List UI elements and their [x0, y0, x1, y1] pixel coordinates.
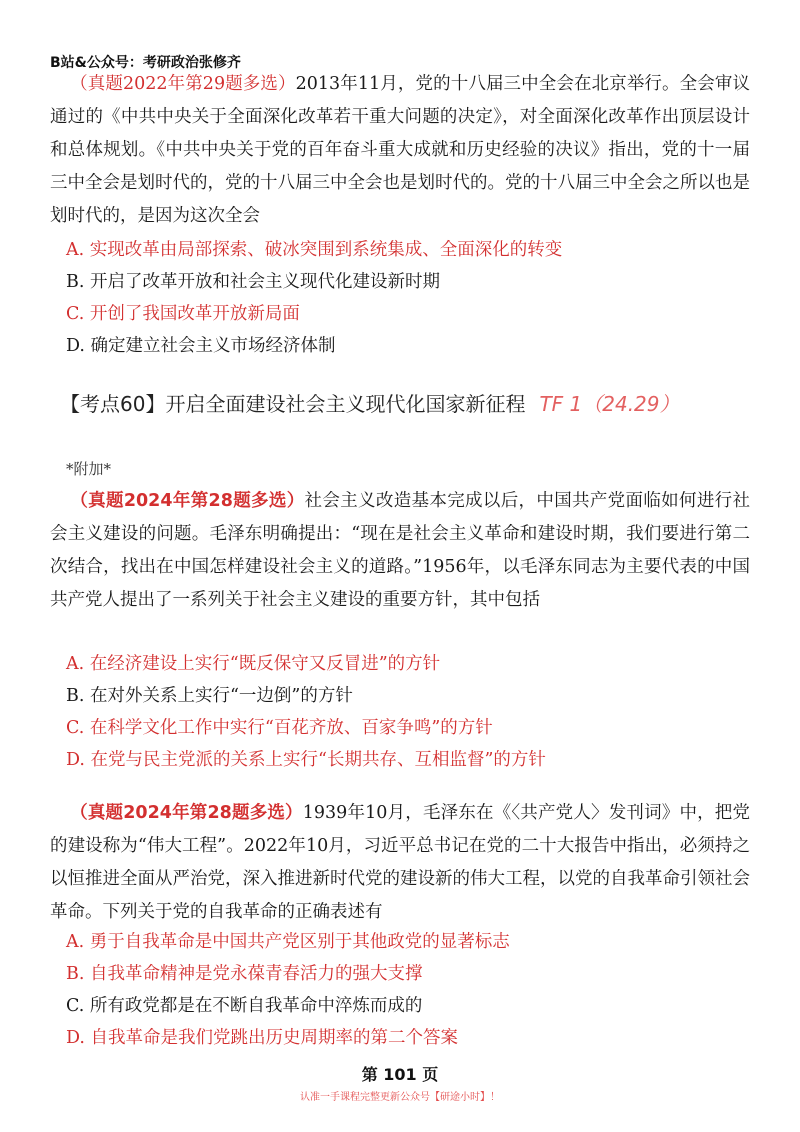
page-number: 第 101 页	[361, 1065, 439, 1084]
section-title	[60, 388, 680, 417]
footer-note: 认准一手课程完整更新公众号【研途小时】！	[300, 1092, 500, 1103]
appendix-label: *附加*	[66, 460, 112, 478]
question-3-option-b: B. 自我革命精神是党永葆青春活力的强大支撑	[66, 964, 423, 984]
question-3-text: 1939年10月，毛泽东在《〈共产党人〉发刊词》中，把党的建设称为“伟大工程”。2022年10月，习近平总书记在党的二十大报告中指出，必须持之以恒推进全面从严治党，深入推进新时代党的建设新的伟大工程，以党的自我革命引领社会革命。下列关于党的自我革命的正确表述有	[50, 803, 750, 922]
question-2-stem	[50, 485, 750, 617]
question-1-option-b: B. 开启了改革开放和社会主义现代化建设新时期	[66, 272, 440, 292]
question-1-option-c: C. 开创了我国改革开放新局面	[66, 304, 300, 324]
question-3-option-d: D. 自我革命是我们党跳出历史周期率的第二个答案	[66, 1028, 459, 1048]
question-1-option-d: D. 确定建立社会主义市场经济体制	[66, 336, 336, 356]
section-label: 【考点60】开启全面建设社会主义现代化国家新征程	[60, 392, 526, 416]
header-tag: B站&公众号：考研政治张修齐	[50, 55, 241, 71]
question-3-stem	[50, 797, 750, 929]
question-3-option-c: C. 所有政党都是在不断自我革命中淬炼而成的	[66, 996, 423, 1016]
question-2-tag: （真题2024年第28题多选）	[70, 491, 305, 511]
question-2-option-b: B. 在对外关系上实行“一边倒”的方针	[66, 686, 353, 706]
section-tf: TF 1（24.29）	[539, 392, 680, 416]
question-2-option-c: C. 在科学文化工作中实行“百花齐放、百家争鸣”的方针	[66, 718, 493, 738]
question-1-text: 2013年11月，党的十八届三中全会在北京举行。全会审议通过的《中共中央关于全面深化改革若干重大问题的决定》，对全面深化改革作出顶层设计和总体规划。《中共中央关于党的百年奋斗重大成就和历史经验的决议》指出，党的十一届三中全会是划时代的，党的十八届三中全会也是划时代的。党的十八届三中全会之所以也是划时代的，是因为这次全会	[50, 74, 750, 226]
question-1-tag: （真题2022年第29题多选）	[70, 74, 296, 94]
question-3-option-a: A. 勇于自我革命是中国共产党区别于其他政党的显著标志	[66, 932, 510, 952]
question-1-stem	[50, 68, 750, 233]
question-1-option-a: A. 实现改革由局部探索、破冰突围到系统集成、全面深化的转变	[66, 240, 563, 260]
question-3-tag: （真题2024年第28题多选）	[70, 803, 303, 823]
question-2-option-a: A. 在经济建设上实行“既反保守又反冒进”的方针	[66, 654, 441, 674]
question-2-option-d: D. 在党与民主党派的关系上实行“长期共存、互相监督”的方针	[66, 750, 546, 770]
question-2-text: 社会主义改造基本完成以后，中国共产党面临如何进行社会主义建设的问题。毛泽东明确提出：“现在是社会主义革命和建设时期，我们要进行第二次结合，找出在中国怎样建设社会主义的道路。”1956年，以毛泽东同志为主要代表的中国共产党人提出了一系列关于社会主义建设的重要方针，其中包括	[50, 491, 751, 610]
